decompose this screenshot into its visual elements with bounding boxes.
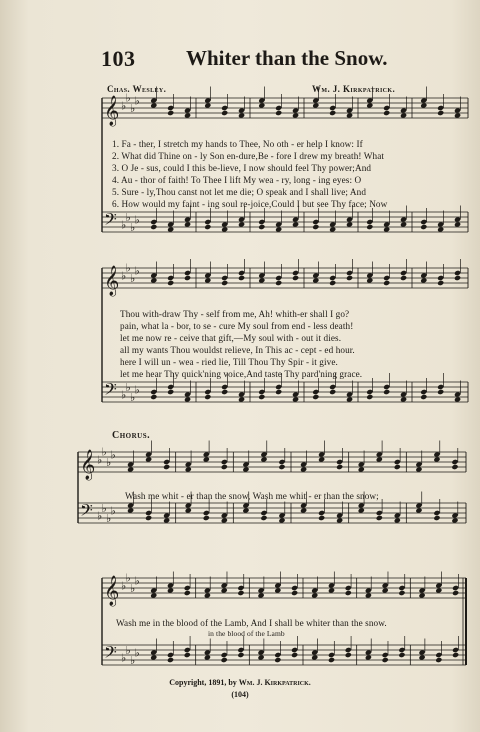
system-3-treble-staff-notehead	[451, 464, 458, 470]
system-4-bass-staff-notehead	[184, 652, 191, 658]
verse-5-line-1: 5. Sure - ly,Thou canst not let me die; O speak and I shall live; And	[112, 187, 367, 197]
flat-sign: ♭	[125, 571, 131, 585]
system-4-treble-staff-notehead	[452, 590, 459, 596]
hymn-number: 103	[101, 46, 136, 71]
flat-sign: ♭	[121, 388, 127, 402]
system-1-bass-staff-notehead	[150, 224, 157, 230]
system-2-treble-staff-notehead	[329, 280, 336, 286]
system-1-treble-staff-notehead	[437, 110, 444, 116]
system-2-treble-staff-notehead	[167, 280, 174, 286]
flat-sign: ♭	[130, 582, 136, 595]
system-2-treble-staff-notehead	[346, 275, 353, 281]
verse-4-line-1: 4. Au - thor of faith! To Thee I lift My wea - ry, long - ing eyes: O	[112, 175, 362, 185]
flat-sign: ♭	[125, 91, 131, 105]
bass-clef: 𝄢	[80, 500, 93, 524]
system-2-bass-staff-notehead	[275, 389, 282, 395]
system-4-bass-staff-notehead	[435, 657, 442, 663]
system-2-treble-staff-notehead	[292, 275, 299, 281]
flat-sign: ♭	[125, 644, 131, 657]
flat-sign: ♭	[130, 272, 136, 285]
system-2-treble-staff-notehead	[238, 275, 245, 281]
composer-credit: Wm. J. Kirkpatrick.	[312, 84, 396, 94]
system-2-treble-staff-notehead	[275, 280, 282, 286]
verse-2-line-1: 2. What did Thine on - ly Son en-dure,Be - fore I drew my breath! What	[112, 151, 385, 161]
system-2-bass-staff-notehead	[221, 389, 228, 395]
bass-clef: 𝄢	[104, 642, 117, 666]
copyright-holder: Wm. J. Kirkpatrick.	[238, 678, 311, 687]
system-2-bass-staff-notehead	[204, 394, 211, 400]
system-3-bass-staff-notehead	[433, 515, 440, 521]
system-2-treble-staff-notehead	[454, 275, 461, 281]
verse-4-line-2: all my wants Thou wouldst relieve, In This ac - cept - ed hour.	[120, 345, 355, 355]
system-1-bass-staff-notehead	[366, 224, 373, 230]
system-2-treble-staff-notehead	[383, 280, 390, 286]
flat-sign: ♭	[134, 213, 140, 227]
flat-sign: ♭	[125, 261, 131, 275]
system-2-treble-staff-notehead	[221, 280, 228, 286]
copyright-prefix: Copyright, 1891, by	[169, 678, 239, 687]
flat-sign: ♭	[130, 221, 136, 234]
flat-sign: ♭	[125, 211, 131, 224]
verse-3-line-2: let me now re - ceive that gift,—My soul with - out it dies.	[120, 333, 342, 343]
flat-sign: ♭	[134, 94, 140, 108]
flat-sign: ♭	[101, 445, 107, 459]
copyright-line	[0, 678, 480, 687]
treble-clef: 𝄞	[104, 266, 120, 296]
page-number: (104)	[231, 690, 249, 699]
system-2-treble-staff-notehead	[184, 275, 191, 281]
flat-sign: ♭	[134, 383, 140, 397]
system-4-bass-staff-notehead	[167, 657, 174, 663]
system-2-bass-staff-notehead	[312, 394, 319, 400]
system-2-treble-staff-notehead	[400, 275, 407, 281]
hymn-title: Whiter than the Snow.	[186, 46, 388, 70]
flat-sign: ♭	[110, 504, 116, 518]
bass-clef: 𝄢	[104, 379, 117, 403]
system-3-treble-staff-notehead	[221, 464, 228, 470]
flat-sign: ♭	[97, 453, 103, 467]
system-1-treble-staff-notehead	[221, 110, 228, 116]
flat-sign: ♭	[130, 391, 136, 404]
flat-sign: ♭	[121, 269, 127, 283]
verse-1-line-2: Thou with-draw Thy - self from me, Ah! whith-er shall I go?	[120, 309, 350, 319]
flat-sign: ♭	[121, 651, 127, 665]
system-2-bass-staff-notehead	[258, 394, 265, 400]
chorus-line-1: Wash me whit - er than the snow, Wash me whit - er than the snow;	[125, 491, 379, 501]
flat-sign: ♭	[97, 509, 103, 523]
system-1-treble-staff-notehead	[383, 110, 390, 116]
verse-2-line-2: pain, what la - bor, to se - cure My soul from end - less death!	[120, 321, 354, 331]
verse-5-line-2: here I will un - wea - ried lie, Till Thou Thy Spir - it give.	[120, 357, 338, 367]
system-4-treble-staff-notehead	[291, 590, 298, 596]
system-3-treble-staff-notehead	[394, 464, 401, 470]
verse-6-line-2: let me hear Thy quick'ning voice,And taste Thy pard'ning grace.	[120, 369, 363, 379]
flat-sign: ♭	[110, 448, 116, 462]
flat-sign: ♭	[130, 654, 136, 667]
system-4-treble-staff-notehead	[398, 590, 405, 596]
treble-clef: 𝄞	[104, 96, 120, 126]
verse-6-line-1: 6. How would my faint - ing soul re-joice,Could I but see Thy face; Now	[112, 199, 388, 209]
treble-clef: 𝄞	[104, 576, 120, 606]
system-3-bass-staff-notehead	[260, 515, 267, 521]
system-4-bass-staff-notehead	[452, 652, 459, 658]
system-4-bass-staff-notehead	[291, 652, 298, 658]
system-2-bass-staff-notehead	[420, 394, 427, 400]
flat-sign: ♭	[121, 579, 127, 593]
flat-sign: ♭	[134, 574, 140, 588]
system-1-treble-staff-notehead	[167, 110, 174, 116]
flat-sign: ♭	[125, 381, 131, 394]
flat-sign: ♭	[130, 102, 136, 115]
system-4-bass-staff-notehead	[382, 657, 389, 663]
system-2-bass-staff-notehead	[366, 394, 373, 400]
system-3-bass-staff-notehead	[318, 515, 325, 521]
system-4-bass-staff-notehead	[274, 657, 281, 663]
system-2-treble-staff-notehead	[437, 280, 444, 286]
system-3-treble-staff-notehead	[278, 464, 285, 470]
system-4-bass-staff-notehead	[328, 657, 335, 663]
flat-sign: ♭	[121, 218, 127, 232]
system-4-treble-staff-notehead	[237, 590, 244, 596]
verse-1-line-1: 1. Fa - ther, I stretch my hands to Thee, No oth - er help I know: If	[112, 139, 363, 149]
treble-clef: 𝄞	[80, 450, 96, 480]
system-4-bass-staff-notehead	[237, 652, 244, 658]
system-2-bass-staff-notehead	[383, 389, 390, 395]
chorus-bass-echo: in the blood of the Lamb	[208, 629, 285, 638]
flat-sign: ♭	[101, 502, 107, 515]
flat-sign: ♭	[134, 646, 140, 660]
system-1-bass-staff-notehead	[420, 224, 427, 230]
flat-sign: ♭	[134, 264, 140, 278]
system-1-bass-staff-notehead	[258, 224, 265, 230]
system-4-bass-staff-notehead	[345, 652, 352, 658]
system-2-bass-staff-notehead	[150, 394, 157, 400]
lyricist-credit: Chas. Wesley.	[107, 84, 167, 94]
flat-sign: ♭	[121, 99, 127, 113]
system-1-treble-staff-notehead	[275, 110, 282, 116]
bass-clef: 𝄢	[104, 209, 117, 233]
chorus-label: Chorus.	[112, 430, 151, 441]
system-2-bass-staff-notehead	[167, 389, 174, 395]
system-2-bass-staff-notehead	[437, 389, 444, 395]
flat-sign: ♭	[106, 456, 112, 469]
system-2-bass-staff-notehead	[329, 389, 336, 395]
system-3-bass-staff-notehead	[145, 515, 152, 521]
system-3-treble-staff-notehead	[336, 464, 343, 470]
system-1-treble-staff-notehead	[329, 110, 336, 116]
chorus-line-2: Wash me in the blood of the Lamb, And I shall be whiter than the snow.	[116, 618, 387, 628]
system-4-bass-staff-notehead	[398, 652, 405, 658]
system-3-bass-staff-notehead	[376, 515, 383, 521]
system-3-treble-staff-notehead	[163, 464, 170, 470]
system-3-bass-staff-notehead	[203, 515, 210, 521]
system-1-bass-staff-notehead	[204, 224, 211, 230]
system-4-bass-staff-notehead	[221, 657, 228, 663]
flat-sign: ♭	[106, 512, 112, 525]
system-1-bass-staff-notehead	[312, 224, 319, 230]
system-4-treble-staff-notehead	[345, 590, 352, 596]
system-4-treble-staff-notehead	[184, 590, 191, 596]
verse-3-line-1: 3. O Je - sus, could I this be-lieve, I now should feel Thy power;And	[112, 163, 372, 173]
